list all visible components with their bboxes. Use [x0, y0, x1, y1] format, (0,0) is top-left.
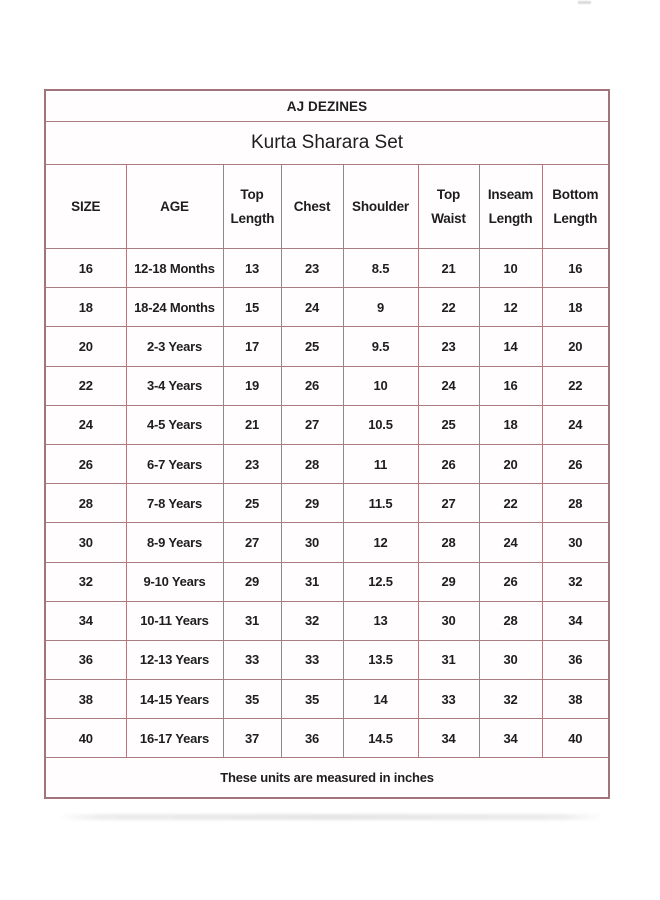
- cell-bottom-length: 22: [542, 366, 609, 405]
- cell-top-waist: 33: [418, 680, 479, 719]
- cell-inseam-length: 32: [479, 680, 542, 719]
- cell-chest: 23: [281, 249, 343, 288]
- cell-shoulder: 10: [343, 366, 418, 405]
- column-header-chest: Chest: [281, 165, 343, 249]
- table-row: [45, 523, 609, 562]
- cell-shoulder: 10.5: [343, 405, 418, 444]
- cell-top-waist: 24: [418, 366, 479, 405]
- cell-shoulder: 9.5: [343, 327, 418, 366]
- cell-chest: 29: [281, 484, 343, 523]
- cell-inseam-length: 12: [479, 288, 542, 327]
- cell-top-length: 17: [223, 327, 281, 366]
- cell-top-waist: 22: [418, 288, 479, 327]
- cell-age: 3-4 Years: [126, 366, 223, 405]
- cell-chest: 25: [281, 327, 343, 366]
- table-row: [45, 640, 609, 679]
- cell-age: 18-24 Months: [126, 288, 223, 327]
- cell-chest: 26: [281, 366, 343, 405]
- cell-chest: 32: [281, 601, 343, 640]
- cell-chest: 31: [281, 562, 343, 601]
- cell-bottom-length: 36: [542, 640, 609, 679]
- cell-shoulder: 12.5: [343, 562, 418, 601]
- cell-inseam-length: 30: [479, 640, 542, 679]
- cell-top-length: 27: [223, 523, 281, 562]
- cell-bottom-length: 26: [542, 444, 609, 483]
- cell-top-length: 31: [223, 601, 281, 640]
- cell-size: 22: [45, 366, 126, 405]
- cell-age: 12-13 Years: [126, 640, 223, 679]
- cell-shoulder: 13: [343, 601, 418, 640]
- cell-bottom-length: 30: [542, 523, 609, 562]
- cell-top-length: 19: [223, 366, 281, 405]
- cell-top-waist: 29: [418, 562, 479, 601]
- corner-artifact: [578, 1, 591, 4]
- cell-top-waist: 25: [418, 405, 479, 444]
- cell-bottom-length: 18: [542, 288, 609, 327]
- cell-age: 8-9 Years: [126, 523, 223, 562]
- cell-inseam-length: 14: [479, 327, 542, 366]
- cell-shoulder: 13.5: [343, 640, 418, 679]
- cell-chest: 28: [281, 444, 343, 483]
- cell-inseam-length: 16: [479, 366, 542, 405]
- cell-bottom-length: 24: [542, 405, 609, 444]
- cell-chest: 27: [281, 405, 343, 444]
- cell-age: 12-18 Months: [126, 249, 223, 288]
- cell-bottom-length: 40: [542, 719, 609, 758]
- product-row: [45, 122, 609, 165]
- cell-inseam-length: 10: [479, 249, 542, 288]
- table-row: [45, 366, 609, 405]
- column-header-top-waist: Top Waist: [418, 165, 479, 249]
- cell-inseam-length: 26: [479, 562, 542, 601]
- column-header-inseam-length: Inseam Length: [479, 165, 542, 249]
- cell-chest: 30: [281, 523, 343, 562]
- cell-size: 26: [45, 444, 126, 483]
- cell-shoulder: 14.5: [343, 719, 418, 758]
- footnote-row: [45, 758, 609, 799]
- table-row: [45, 680, 609, 719]
- cell-top-length: 23: [223, 444, 281, 483]
- cell-size: 38: [45, 680, 126, 719]
- cell-bottom-length: 34: [542, 601, 609, 640]
- column-header-size: SIZE: [45, 165, 126, 249]
- cell-age: 16-17 Years: [126, 719, 223, 758]
- cell-bottom-length: 28: [542, 484, 609, 523]
- table-row: [45, 719, 609, 758]
- cell-inseam-length: 22: [479, 484, 542, 523]
- cell-top-waist: 23: [418, 327, 479, 366]
- column-header-row: [45, 165, 609, 249]
- cell-top-waist: 21: [418, 249, 479, 288]
- cell-shoulder: 14: [343, 680, 418, 719]
- brand-title: AJ DEZINES: [45, 90, 609, 122]
- cell-bottom-length: 16: [542, 249, 609, 288]
- cell-shoulder: 12: [343, 523, 418, 562]
- table-row: [45, 288, 609, 327]
- cell-shoulder: 9: [343, 288, 418, 327]
- cell-top-waist: 34: [418, 719, 479, 758]
- cell-age: 4-5 Years: [126, 405, 223, 444]
- cell-top-length: 33: [223, 640, 281, 679]
- cell-top-waist: 26: [418, 444, 479, 483]
- cell-age: 9-10 Years: [126, 562, 223, 601]
- cell-inseam-length: 34: [479, 719, 542, 758]
- table-row: [45, 405, 609, 444]
- cell-age: 6-7 Years: [126, 444, 223, 483]
- cell-inseam-length: 20: [479, 444, 542, 483]
- cell-top-waist: 27: [418, 484, 479, 523]
- column-header-shoulder: Shoulder: [343, 165, 418, 249]
- table-row: [45, 249, 609, 288]
- column-header-age: AGE: [126, 165, 223, 249]
- cell-top-length: 37: [223, 719, 281, 758]
- cell-shoulder: 11: [343, 444, 418, 483]
- cell-inseam-length: 18: [479, 405, 542, 444]
- cell-chest: 36: [281, 719, 343, 758]
- cell-size: 20: [45, 327, 126, 366]
- cell-age: 7-8 Years: [126, 484, 223, 523]
- cell-chest: 24: [281, 288, 343, 327]
- cell-bottom-length: 38: [542, 680, 609, 719]
- cell-size: 18: [45, 288, 126, 327]
- cell-top-length: 29: [223, 562, 281, 601]
- table-row: [45, 601, 609, 640]
- brand-row: [45, 90, 609, 122]
- cell-chest: 35: [281, 680, 343, 719]
- cell-bottom-length: 32: [542, 562, 609, 601]
- cell-top-length: 25: [223, 484, 281, 523]
- column-header-bottom-length: Bottom Length: [542, 165, 609, 249]
- cell-top-waist: 31: [418, 640, 479, 679]
- cell-shoulder: 8.5: [343, 249, 418, 288]
- cell-age: 2-3 Years: [126, 327, 223, 366]
- cell-age: 10-11 Years: [126, 601, 223, 640]
- cell-shoulder: 11.5: [343, 484, 418, 523]
- cell-size: 16: [45, 249, 126, 288]
- table-row: [45, 562, 609, 601]
- cell-age: 14-15 Years: [126, 680, 223, 719]
- cell-size: 32: [45, 562, 126, 601]
- cell-inseam-length: 28: [479, 601, 542, 640]
- product-title: Kurta Sharara Set: [45, 122, 609, 165]
- cell-top-length: 21: [223, 405, 281, 444]
- cell-chest: 33: [281, 640, 343, 679]
- cell-size: 40: [45, 719, 126, 758]
- size-chart-table: [44, 89, 610, 799]
- cell-bottom-length: 20: [542, 327, 609, 366]
- cell-size: 34: [45, 601, 126, 640]
- cell-top-waist: 28: [418, 523, 479, 562]
- cell-size: 30: [45, 523, 126, 562]
- table-row: [45, 327, 609, 366]
- cell-top-length: 35: [223, 680, 281, 719]
- cell-top-length: 13: [223, 249, 281, 288]
- size-table-body: [45, 249, 609, 758]
- cell-inseam-length: 24: [479, 523, 542, 562]
- table-shadow: [58, 814, 604, 820]
- table-row: [45, 444, 609, 483]
- table-row: [45, 484, 609, 523]
- cell-size: 24: [45, 405, 126, 444]
- cell-size: 28: [45, 484, 126, 523]
- units-footnote: These units are measured in inches: [45, 758, 609, 799]
- cell-size: 36: [45, 640, 126, 679]
- column-header-top-length: Top Length: [223, 165, 281, 249]
- cell-top-waist: 30: [418, 601, 479, 640]
- cell-top-length: 15: [223, 288, 281, 327]
